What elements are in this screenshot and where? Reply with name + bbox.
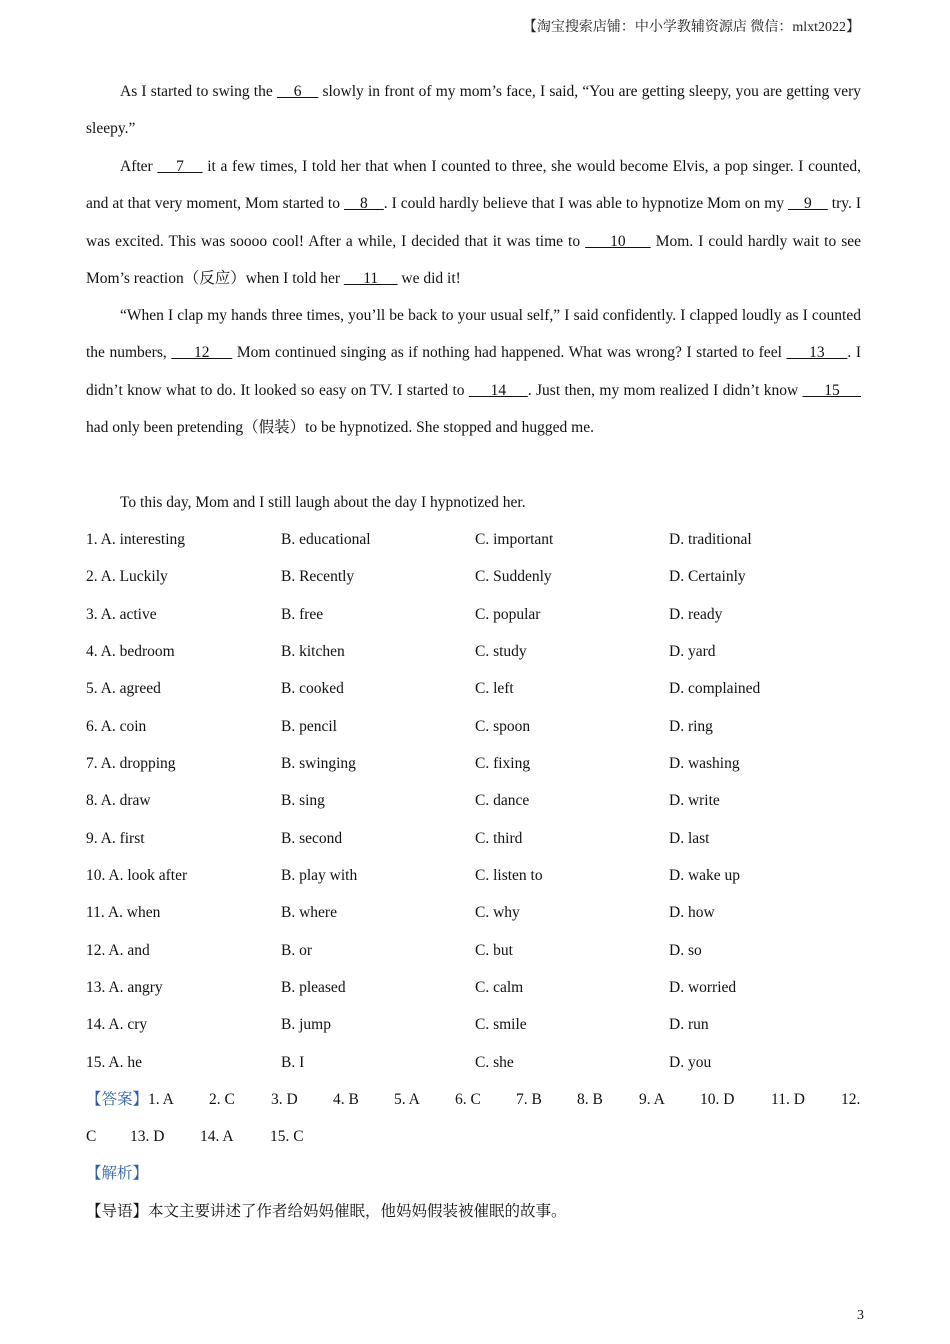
option-a: 9. A. first — [86, 829, 145, 847]
answer-item: 11. D — [771, 1091, 805, 1108]
passage-paragraph-4 — [86, 484, 861, 521]
option-row — [86, 857, 886, 894]
answer-item: 9. A — [639, 1091, 665, 1108]
option-c: C. listen to — [475, 867, 543, 885]
option-d: D. Certainly — [669, 568, 746, 586]
option-c: C. popular — [475, 605, 541, 623]
option-b: B. pencil — [281, 717, 337, 735]
option-d: D. washing — [669, 755, 740, 773]
blank-14: 14 — [468, 381, 528, 399]
answer-item: 14. A — [200, 1128, 234, 1146]
option-a: 3. A. active — [86, 605, 157, 623]
intro-text: 【导语】本文主要讲述了作者给妈妈催眠，他妈妈假装被催眠的故事。 — [86, 1203, 567, 1220]
option-c: C. smile — [475, 1016, 527, 1034]
passage-paragraph-1 — [86, 73, 861, 148]
option-c: C. left — [475, 680, 514, 698]
option-a: 8. A. draw — [86, 792, 151, 810]
option-a: 4. A. bedroom — [86, 643, 175, 661]
passage-paragraph-3 — [86, 297, 861, 446]
passage-paragraph-2 — [86, 148, 861, 297]
option-a: 2. A. Luckily — [86, 568, 168, 586]
answer-key: 【答案】1. A 2. C 3. D 4. B 5. A 6. C 7. B 8. B 9. A 10. D 11. D 12. C 13. D 14. A 15. C — [86, 1081, 871, 1156]
option-row — [86, 932, 886, 969]
option-c: C. calm — [475, 979, 524, 997]
option-row — [86, 596, 886, 633]
option-row — [86, 670, 886, 707]
passage-text: “When I clap my hands three times, you’ll be back to your usual self,” I said confidently. I clapped loudly as I counted the numbers, — [86, 307, 861, 362]
option-c: C. study — [475, 643, 527, 661]
option-row — [86, 782, 886, 819]
option-c: C. dance — [475, 792, 530, 810]
answer-item: 1. A — [148, 1091, 174, 1108]
option-d: D. ring — [669, 717, 713, 735]
answer-item: 4. B — [333, 1091, 359, 1108]
blank-12: 12 — [171, 344, 233, 362]
blank-15: 15 — [802, 381, 861, 399]
option-b: B. second — [281, 829, 343, 847]
option-d: D. worried — [669, 979, 737, 997]
option-a: 10. A. look after — [86, 867, 188, 885]
option-row — [86, 558, 886, 595]
answer-item: 2. C — [209, 1091, 235, 1108]
option-a: 1. A. interesting — [86, 531, 186, 548]
option-c: C. why — [475, 904, 520, 922]
analysis-tag: 【解析】 — [86, 1165, 149, 1182]
option-d: D. ready — [669, 605, 723, 623]
option-a: 6. A. coin — [86, 717, 147, 735]
passage-text: it a few times, I told her that when I counted to three, she would become Elvis, a pop singer. I counted, and at that very moment, Mom started to — [86, 158, 862, 213]
option-a: 14. A. cry — [86, 1016, 148, 1034]
answer-item: 10. D — [700, 1091, 735, 1108]
option-c: C. important — [475, 531, 554, 548]
page-number: 3 — [857, 1308, 864, 1323]
passage-text: we did it! — [397, 269, 461, 287]
option-d: D. you — [669, 1053, 712, 1071]
option-d: D. wake up — [669, 867, 741, 885]
option-b: B. sing — [281, 792, 325, 810]
option-b: B. cooked — [281, 680, 344, 698]
option-b: B. jump — [281, 1016, 331, 1034]
option-b: B. I — [281, 1053, 305, 1071]
option-b: B. free — [281, 605, 324, 623]
option-d: D. how — [669, 904, 715, 922]
option-row — [86, 1044, 886, 1081]
blank-13: 13 — [786, 344, 848, 362]
option-c: C. third — [475, 829, 523, 847]
options-list — [86, 521, 886, 1081]
answer-item: 15. C — [270, 1128, 304, 1146]
passage-text: To this day, Mom and I still laugh about the day I hypnotized her. — [120, 494, 526, 511]
option-c: C. spoon — [475, 717, 531, 735]
blank-7: 7 — [157, 158, 203, 175]
option-b: B. kitchen — [281, 643, 345, 661]
answer-item: 5. A — [394, 1091, 420, 1108]
option-row — [86, 708, 886, 745]
option-d: D. last — [669, 829, 710, 847]
option-row — [86, 745, 886, 782]
option-a: 13. A. angry — [86, 979, 163, 997]
option-a: 5. A. agreed — [86, 680, 161, 698]
passage-text: slowly in front of my mom’s face, I said, “You are getting sleepy, you are getting very sleepy.” — [86, 83, 861, 138]
option-row — [86, 969, 886, 1006]
option-c: C. she — [475, 1053, 514, 1071]
answer-item: 6. C — [455, 1091, 481, 1108]
passage-text: Mom. I could hardly wait to see Mom’s reaction（反应）when I told her — [86, 232, 861, 287]
option-b: B. educational — [281, 531, 371, 548]
option-row — [86, 633, 886, 670]
passage-text: had only been pretending（假装）to be hypnotized. She stopped and hugged me. — [86, 418, 594, 436]
option-d: D. complained — [669, 680, 761, 698]
option-b: B. or — [281, 941, 312, 959]
blank-9: 9 — [788, 195, 828, 213]
blank-8: 8 — [344, 195, 384, 213]
answer-item: 12. — [841, 1091, 861, 1108]
answer-item: 13. D — [130, 1128, 165, 1146]
option-d: D. write — [669, 792, 720, 810]
option-row — [86, 1006, 886, 1043]
option-d: D. run — [669, 1016, 709, 1034]
passage-text: try. I was excited. This was soooo cool! After a while, I decided that it was time to — [86, 195, 862, 250]
option-row — [86, 820, 886, 857]
blank-10: 10 — [585, 232, 651, 250]
option-b: B. where — [281, 904, 337, 922]
answer-item: 8. B — [577, 1091, 603, 1108]
option-row — [86, 894, 886, 931]
option-c: C. fixing — [475, 755, 531, 773]
option-b: B. pleased — [281, 979, 346, 997]
blank-11: 11 — [343, 269, 398, 287]
answer-tag: 【答案】 — [86, 1091, 149, 1108]
page-header: 【淘宝搜索店铺：中小学教辅资源店 微信：mlxt2022】 — [522, 20, 860, 35]
blank-6: 6 — [276, 83, 319, 100]
passage-text: After — [120, 158, 158, 175]
passage-text: As I started to swing the — [120, 83, 277, 100]
option-a: 12. A. and — [86, 941, 150, 959]
passage-text: . Just then, my mom realized I didn’t know — [527, 381, 803, 399]
option-a: 7. A. dropping — [86, 755, 176, 773]
passage-text: Mom continued singing as if nothing had happened. What was wrong? I started to feel — [232, 344, 787, 362]
option-b: B. play with — [281, 867, 358, 885]
option-a: 15. A. he — [86, 1053, 142, 1071]
option-c: C. Suddenly — [475, 568, 552, 586]
option-row — [86, 521, 886, 558]
option-d: D. traditional — [669, 531, 752, 548]
option-b: B. Recently — [281, 568, 355, 586]
option-c: C. but — [475, 941, 513, 959]
answer-item: 3. D — [271, 1091, 298, 1108]
option-a: 11. A. when — [86, 904, 161, 922]
passage-text: . I didn’t know what to do. It looked so easy on TV. I started to — [86, 344, 861, 399]
option-d: D. yard — [669, 643, 716, 661]
option-b: B. swinging — [281, 755, 356, 773]
option-d: D. so — [669, 941, 702, 959]
passage-text: . I could hardly believe that I was able to hypnotize Mom on my — [383, 195, 788, 213]
answer-item: 7. B — [516, 1091, 542, 1108]
